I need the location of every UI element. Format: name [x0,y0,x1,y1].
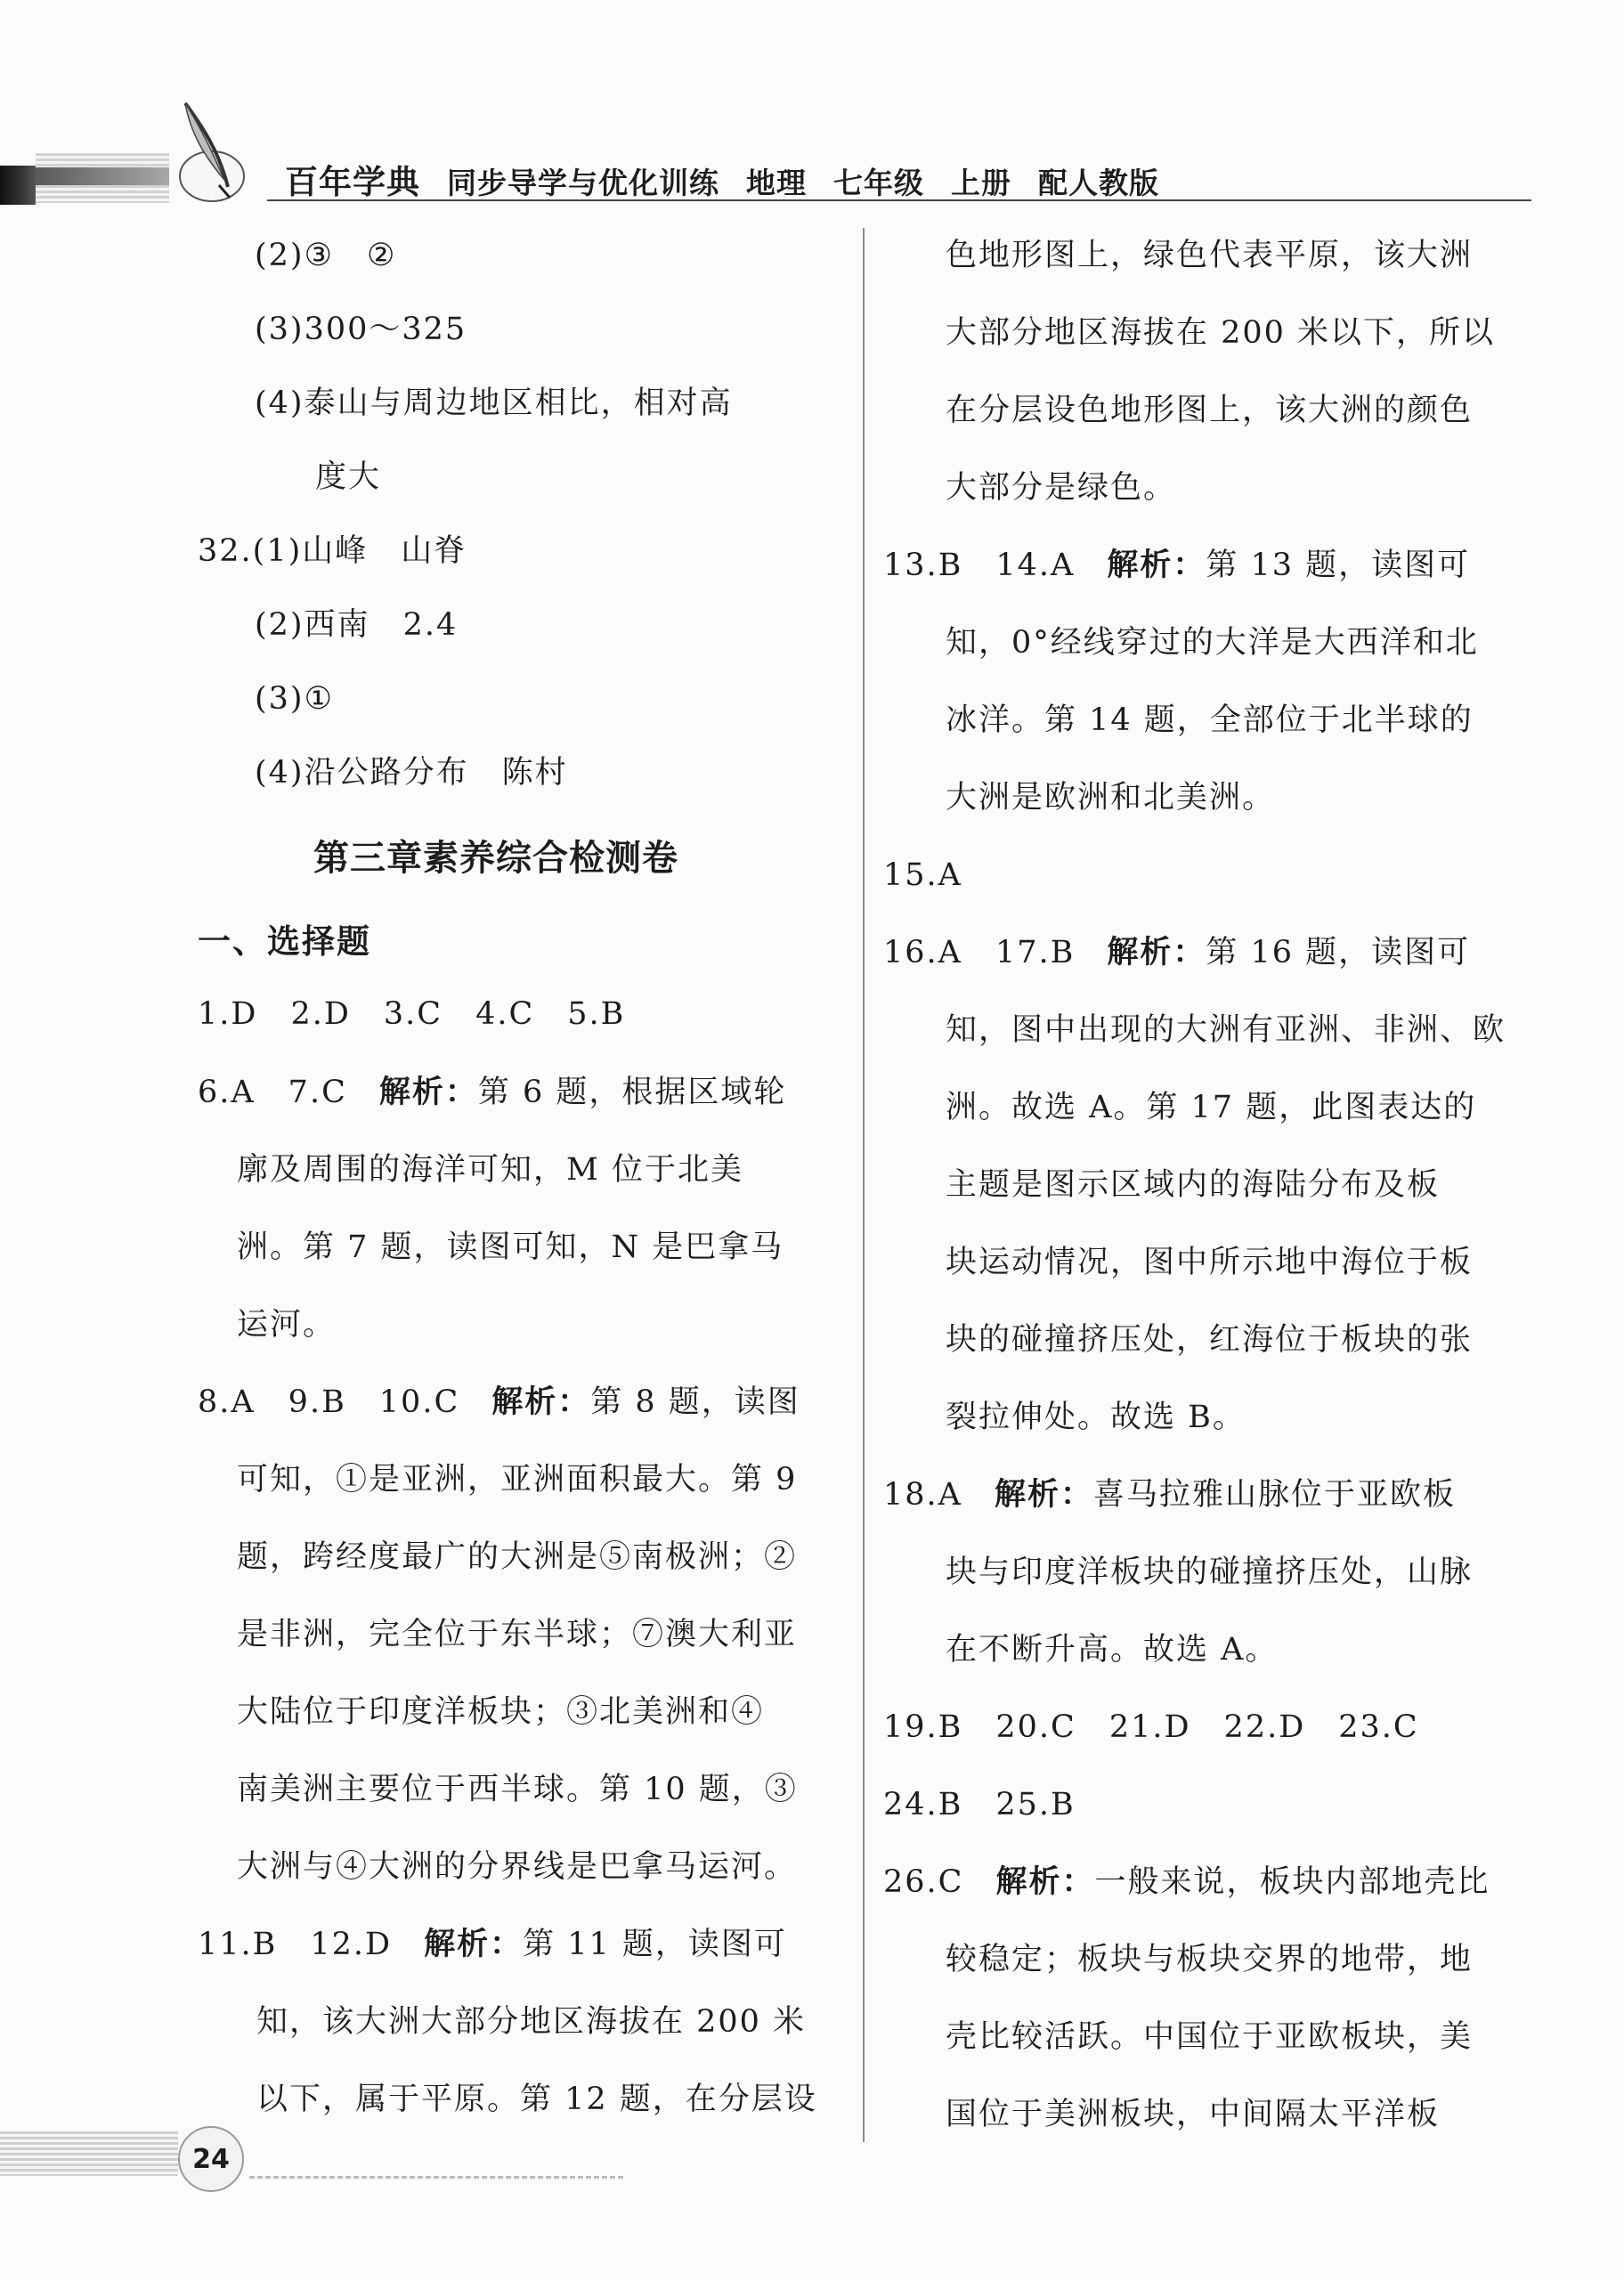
answer-line: 24.B 25.B [883,1787,1076,1822]
analysis-label: 解析： [491,1384,591,1420]
analysis-label: 解析： [424,1927,524,1962]
answer-keys: 13.B 14.A [883,548,1076,583]
answer-line: 南美洲主要位于西半球。第 10 题，③ [237,1772,798,1807]
answer-keys: 8.A 9.B 10.C [198,1384,460,1420]
header-brand: 百年学典 [285,163,420,201]
answer-line: 在不断升高。故选 A。 [946,1632,1279,1668]
answer-line: 块运动情况，图中所示地中海位于板 [946,1245,1474,1280]
answer-line: 是非洲，完全位于东半球；⑦澳大利亚 [237,1617,798,1652]
analysis-text: 喜马拉雅山脉位于亚欧板 [1092,1477,1456,1513]
answer-line: 壳比较活跃。中国位于亚欧板块，美 [946,2019,1474,2055]
answer-line: (3)300～325 [255,312,467,347]
page-header [285,155,1186,203]
answer-line: 块的碰撞挤压处，红海位于板块的张 [946,1322,1474,1358]
answer-line: 知，0°经线穿过的大洋是大西洋和北 [946,625,1479,661]
answer-line: (4)泰山与周边地区相比，相对高 [255,386,733,421]
page-number: 24 [178,2126,244,2192]
answer-line: 在分层设色地形图上，该大洲的颜色 [946,393,1474,428]
analysis-text: 第 8 题，读图 [590,1384,800,1420]
answer-line: 知，图中出现的大洲有亚洲、非洲、欧 [946,1012,1506,1048]
answer-line: 色地形图上，绿色代表平原，该大洲 [946,238,1474,273]
answer-line: 可知，①是亚洲，亚洲面积最大。第 9 [237,1462,798,1498]
answer-line: 廓及周围的海洋可知，M 位于北美 [237,1152,743,1188]
answer-line: 题，跨经度最广的大洲是⑤南极洲；② [237,1539,798,1575]
analysis-label: 解析： [995,1864,1095,1900]
answer-line: 洲。第 7 题，读图可知，N 是巴拿马 [237,1230,784,1265]
header-stripes [36,153,169,203]
footer-stripes [0,2131,178,2176]
answer-keys: 26.C [883,1864,964,1900]
header-subject: 地理 [746,166,807,200]
answer-line: (4)沿公路分布 陈村 [255,755,568,791]
analysis-text: 第 13 题，读图可 [1206,548,1471,583]
answer-line: 国位于美洲板块，中间隔太平洋板 [946,2097,1441,2132]
answer-keys: 16.A 17.B [883,935,1076,970]
header-series: 同步导学与优化训练 [447,166,719,200]
answer-line: 知，该大洲大部分地区海拔在 200 米 [256,2004,807,2040]
analysis-text: 第 16 题，读图可 [1206,935,1471,970]
answer-line: 大洲是欧洲和北美洲。 [946,780,1276,816]
answer-line: (2)③ ② [255,238,397,273]
answer-line: 大陆位于印度洋板块；③北美洲和④ [237,1694,765,1730]
answer-line: 裂拉伸处。故选 B。 [946,1400,1246,1435]
answer-line: 19.B 20.C 21.D 22.D 23.C [883,1709,1419,1745]
answer-line: (2)西南 2.4 [255,607,459,643]
analysis-label: 解析： [1107,548,1206,583]
answer-line: (3)① [255,681,334,717]
answer-line: 运河。 [237,1307,337,1343]
answer-keys: 6.A 7.C [198,1075,347,1110]
answer-line: 大洲与④大洲的分界线是巴拿马运河。 [237,1849,798,1885]
quill-pen-icon [166,98,272,205]
answer-line [198,1384,800,1420]
analysis-label: 解析： [994,1477,1093,1513]
section-title: 第三章素养综合检测卷 [313,838,678,879]
answer-line [883,550,1470,581]
answer-line: 大部分地区海拔在 200 米以下，所以 [946,315,1496,351]
answer-line: 1.D 2.D 3.C 4.C 5.B [198,996,626,1032]
answer-line: 度大 [315,459,382,495]
answer-line: 冰洋。第 14 题，全部位于北半球的 [946,702,1474,738]
answer-line: 较稳定；板块与板块交界的地带，地 [946,1942,1474,1977]
answer-line: 主题是图示区域内的海陆分布及板 [946,1167,1441,1203]
header-grade: 七年级 [833,166,924,200]
section-heading: 一、选择题 [198,922,371,961]
answer-line [198,1077,786,1108]
analysis-text: 一般来说，板块内部地壳比 [1094,1864,1490,1900]
header-volume: 上册 [951,166,1011,200]
answer-line [883,1477,1456,1513]
answer-line [883,935,1471,970]
analysis-label: 解析： [1107,935,1206,970]
header-dark-block [0,166,36,205]
column-separator [863,228,865,2142]
analysis-label: 解析： [378,1075,478,1110]
footer-dashed-rule [249,2176,623,2179]
answer-line: 32.(1)山峰 山脊 [198,533,467,569]
answer-keys: 18.A [883,1477,962,1513]
answer-line: 块与印度洋板块的碰撞挤压处，山脉 [946,1554,1474,1590]
analysis-text: 第 11 题，读图可 [523,1927,787,1962]
answer-keys: 11.B 12.D [198,1927,393,1962]
answer-line [883,1864,1490,1900]
answer-line: 15.A [883,857,962,893]
answer-line: 以下，属于平原。第 12 题，在分层设 [256,2082,817,2117]
answer-line: 洲。故选 A。第 17 题，此图表达的 [946,1090,1477,1125]
answer-line [198,1929,787,1960]
analysis-text: 第 6 题，根据区域轮 [477,1075,787,1110]
answer-line: 大部分是绿色。 [946,470,1177,506]
header-edition: 配人教版 [1038,166,1159,200]
